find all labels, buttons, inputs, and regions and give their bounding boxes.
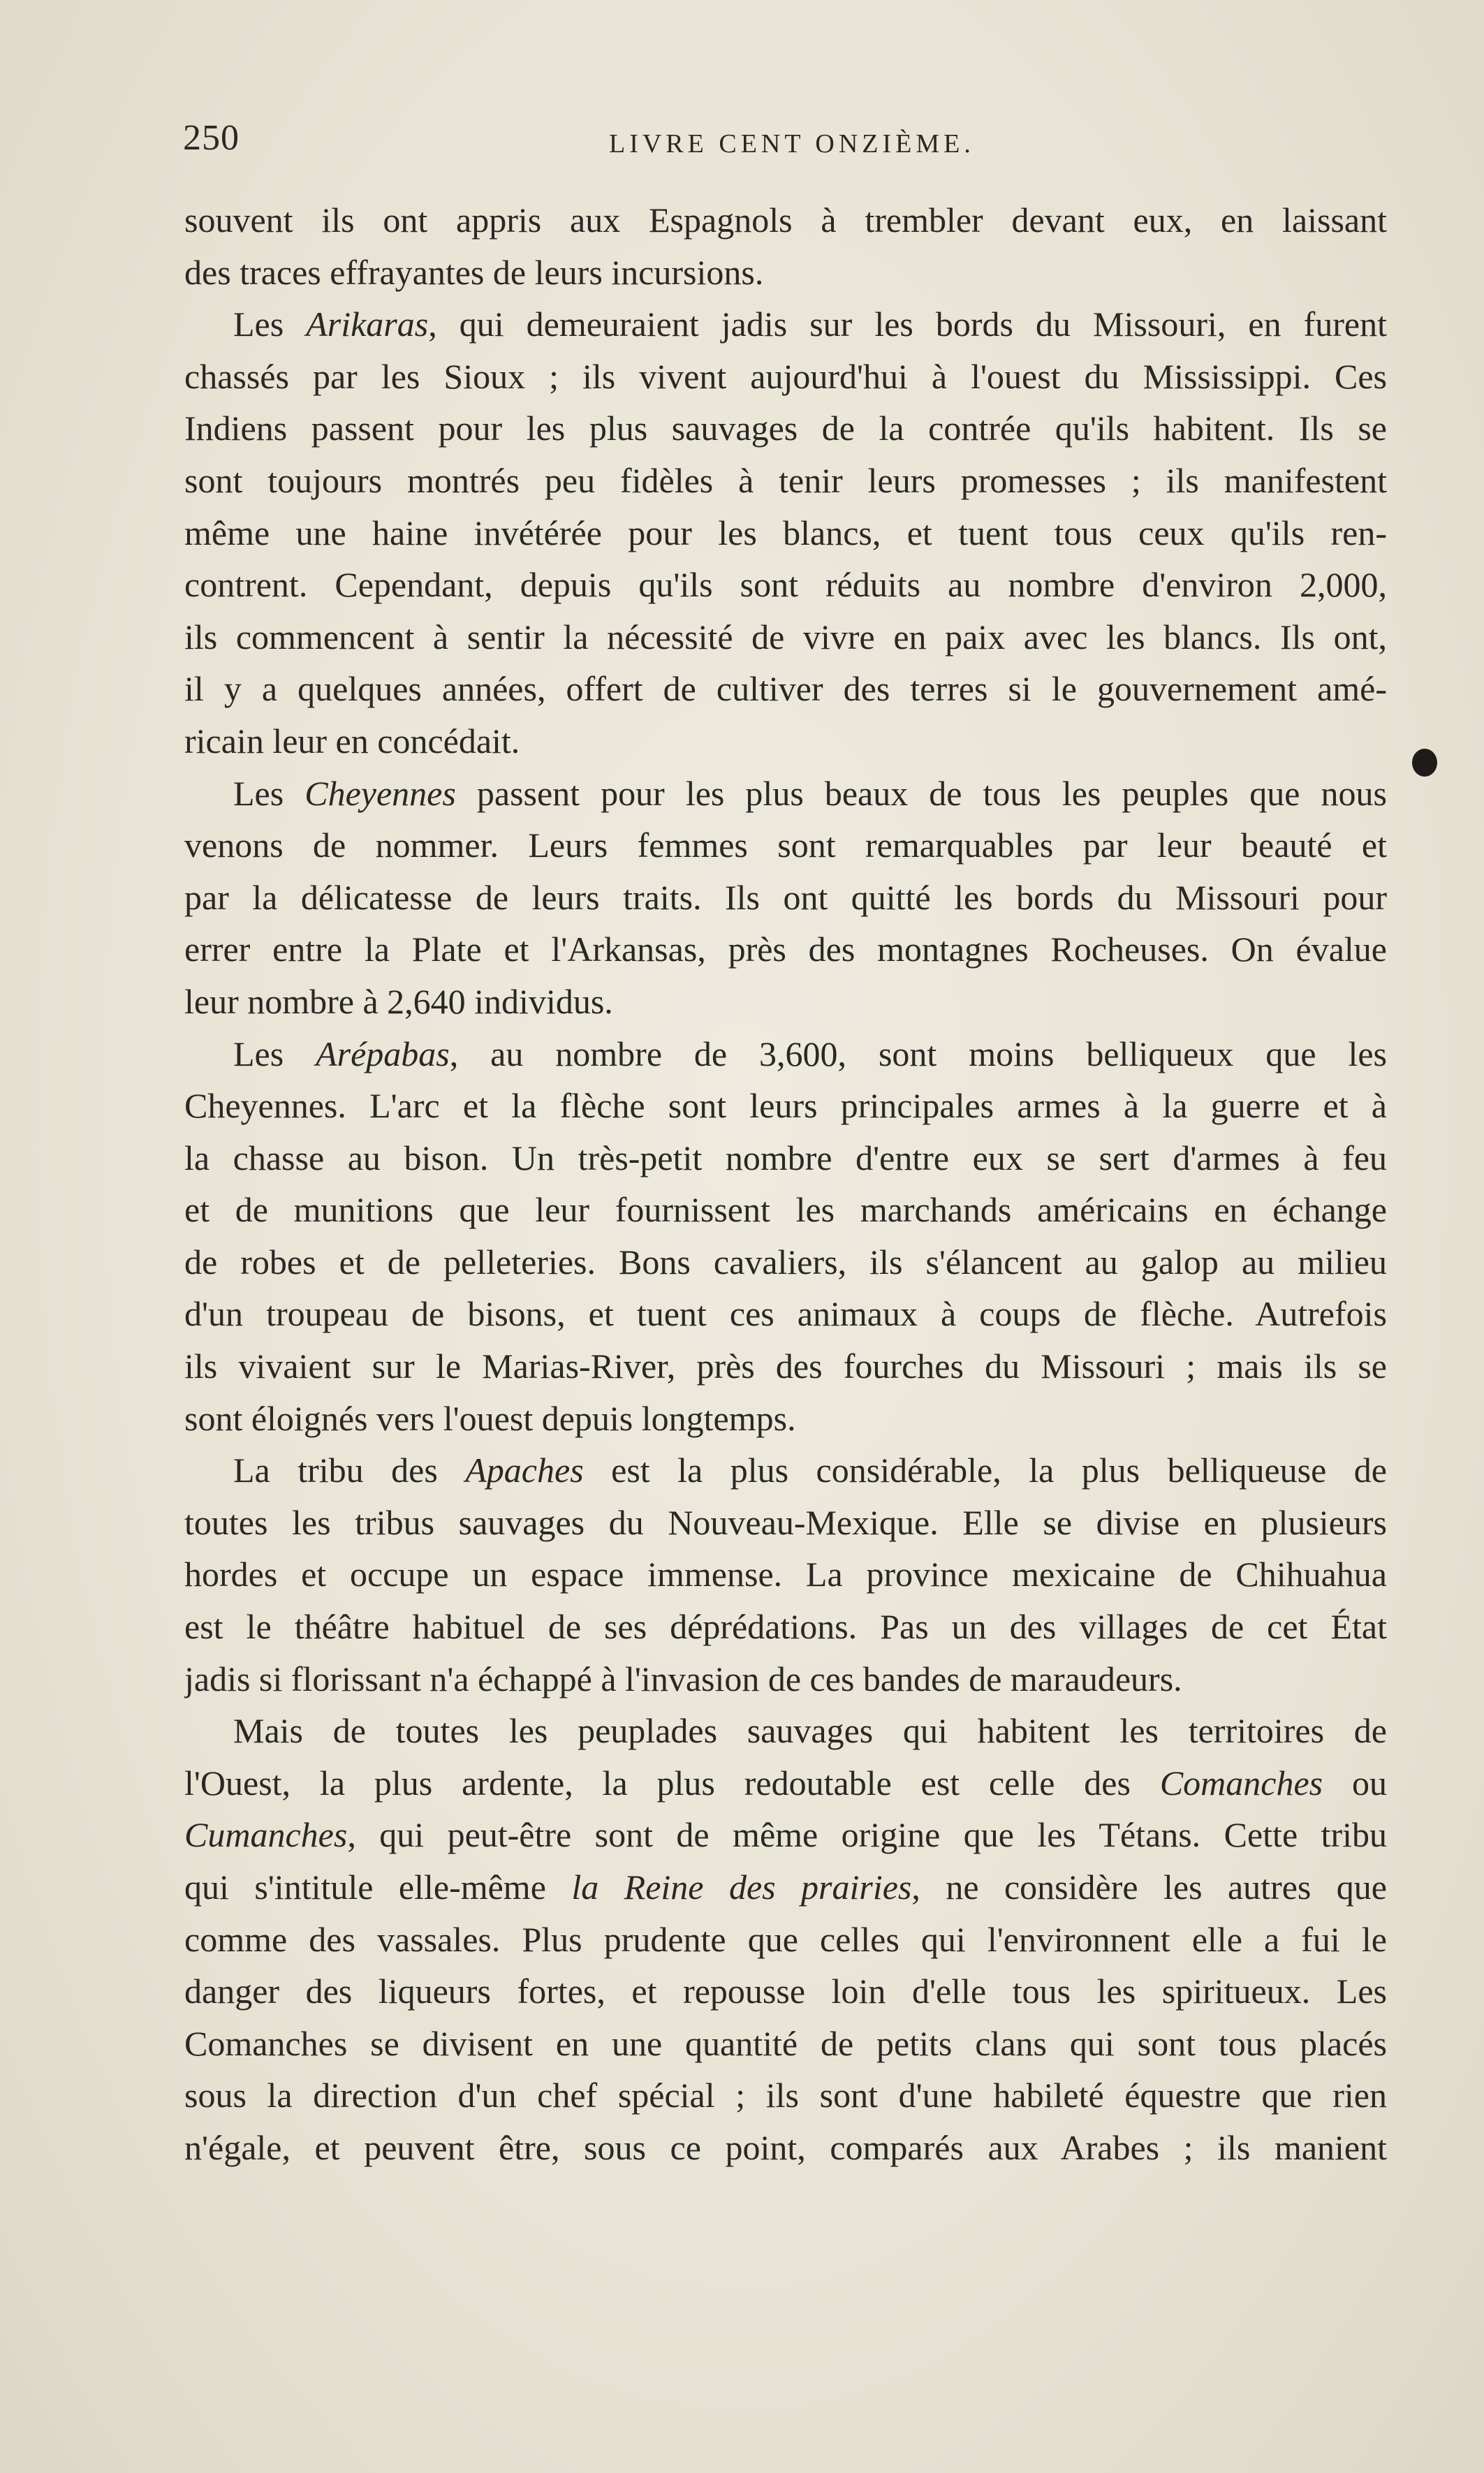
body-text: [184, 194, 1387, 2174]
text-line: La tribu des Apaches est la plus considérable, la plus belliqueuse de: [233, 1451, 1387, 1490]
text-line: la chasse au bison. Un très-petit nombre d'entre eux se sert d'armes à feu: [184, 1138, 1387, 1177]
text-line: ricain leur en concédait.: [184, 721, 520, 761]
text-line: de robes et de pelleteries. Bons cavaliers, ils s'élancent au galop au milieu: [184, 1242, 1387, 1282]
tribe-name: Cumanches: [184, 1815, 348, 1855]
text-line: sous la direction d'un chef spécial ; ils sont d'une habileté équestre que rien: [184, 2076, 1387, 2115]
text-line: Les Arikaras, qui demeuraient jadis sur les bords du Missouri, en furent: [233, 304, 1387, 344]
text-line: errer entre la Plate et l'Arkansas, près des montagnes Rocheuses. On évalue: [184, 930, 1387, 969]
text-line: même une haine invétérée pour les blancs, et tuent tous ceux qu'ils ren-: [184, 513, 1387, 552]
text-line: d'un troupeau de bisons, et tuent ces animaux à coups de flèche. Autrefois: [184, 1294, 1387, 1334]
text-line: par la délicatesse de leurs traits. Ils ont quitté les bords du Missouri pour: [184, 877, 1387, 917]
text-line: il y a quelques années, offert de cultiver des terres si le gouvernement amé-: [184, 669, 1387, 709]
page-number: 250: [183, 118, 240, 158]
text-line: et de munitions que leur fournissent les marchands américains en échange: [184, 1190, 1387, 1230]
tribe-name: Arépabas: [316, 1034, 450, 1073]
text-line: toutes les tribus sauvages du Nouveau-Mexique. Elle se divise en plusieurs: [184, 1502, 1387, 1542]
text-line: ils vivaient sur le Marias-River, près des fourches du Missouri ; mais ils se: [184, 1346, 1387, 1386]
page-header: [183, 117, 1384, 180]
text-line: Cheyennes. L'arc et la flèche sont leurs principales armes à la guerre et à: [184, 1086, 1387, 1126]
text-line: Les Cheyennes passent pour les plus beaux de tous les peuples que nous: [233, 773, 1387, 813]
epithet: la Reine des prairies: [571, 1867, 912, 1907]
text-line: chassés par les Sioux ; ils vivent aujourd'hui à l'ouest du Mississippi. Ces: [184, 356, 1387, 396]
tribe-name: Arikaras: [306, 304, 429, 344]
text-line: sont éloignés vers l'ouest depuis longtemps.: [184, 1398, 796, 1438]
tribe-name: Apaches: [465, 1451, 584, 1490]
text-line: jadis si florissant n'a échappé à l'invasion de ces bandes de maraudeurs.: [184, 1659, 1182, 1698]
text-line: l'Ouest, la plus ardente, la plus redoutable est celle des Comanches ou: [184, 1763, 1387, 1803]
text-line: comme des vassales. Plus prudente que celles qui l'environnent elle a fui le: [184, 1919, 1387, 1959]
text-line: venons de nommer. Leurs femmes sont remarquables par leur beauté et: [184, 825, 1387, 865]
text-line: des traces effrayantes de leurs incursions.: [184, 252, 764, 292]
text-line: leur nombre à 2,640 individus.: [184, 981, 613, 1021]
text-line: n'égale, et peuvent être, sous ce point, comparés aux Arabes ; ils manient: [184, 2127, 1387, 2167]
text-line: contrent. Cependant, depuis qu'ils sont réduits au nombre d'environ 2,000,: [184, 565, 1387, 605]
tribe-name: Comanches: [1159, 1763, 1323, 1803]
text-line: ils commencent à sentir la nécessité de vivre en paix avec les blancs. Ils ont,: [184, 617, 1387, 656]
ink-spot: [1412, 749, 1437, 777]
text-line: danger des liqueurs fortes, et repousse loin d'elle tous les spiritueux. Les: [184, 1972, 1387, 2011]
text-line: Mais de toutes les peuplades sauvages qui habitent les territoires de: [233, 1711, 1387, 1751]
text-line: est le théâtre habituel de ses déprédations. Pas un des villages de cet État: [184, 1607, 1387, 1647]
text-line: Indiens passent pour les plus sauvages de la contrée qu'ils habitent. Ils se: [184, 409, 1387, 448]
running-head: LIVRE CENT ONZIÈME.: [609, 129, 975, 159]
text-line: souvent ils ont appris aux Espagnols à trembler devant eux, en laissant: [184, 200, 1387, 240]
text-line: sont toujours montrés peu fidèles à tenir leurs promesses ; ils manifestent: [184, 460, 1387, 500]
text-line: Les Arépabas, au nombre de 3,600, sont moins belliqueux que les: [233, 1034, 1387, 1073]
text-line: Cumanches, qui peut-être sont de même origine que les Tétans. Cette tribu: [184, 1815, 1387, 1855]
tribe-name: Cheyennes: [304, 773, 456, 813]
text-line: hordes et occupe un espace immense. La province mexicaine de Chihuahua: [184, 1555, 1387, 1594]
text-line: Comanches se divisent en une quantité de petits clans qui sont tous placés: [184, 2023, 1387, 2063]
text-line: qui s'intitule elle-même la Reine des prairies, ne considère les autres que: [184, 1867, 1387, 1907]
